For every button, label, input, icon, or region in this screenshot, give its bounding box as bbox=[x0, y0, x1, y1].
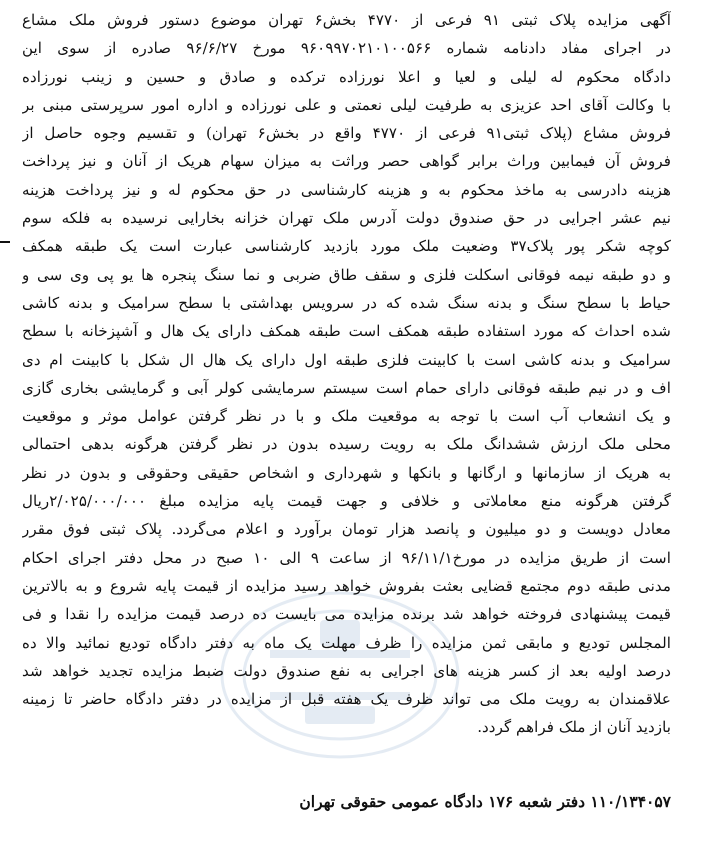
notice-line: قیمت پیشنهادی فروخته خواهد شد برنده مزایده می بایست ده درصد قیمت مزایده را نقدا و فی bbox=[22, 605, 671, 624]
notice-line: هزینه دادرسی به ماخذ محکوم به و هزینه کارشناسی در حق محکوم له و نیز پرداخت هزینه bbox=[22, 180, 671, 199]
court-office-signature: ۱۱۰/۱۳۴۰۵۷ دفتر شعبه ۱۷۶ دادگاه عمومی حقوقی تهران bbox=[299, 792, 671, 811]
margin-mark bbox=[0, 241, 10, 243]
notice-line: محلی ملک ارزش ششدانگ ملک به رویت رسیده بدون در نظر گرفتن هرگونه بدهی احتمالی bbox=[22, 435, 671, 454]
notice-line: و دو طبقه نیمه فوقانی اسکلت فلزی و سقف طاق ضربی و نما سنگ پنجره ها یو پی وی سی و bbox=[22, 265, 671, 284]
notice-line: شده احداث که مورد استفاده طبقه همکف است طبقه همکف دارای یک هال و آشپزخانه با سطح bbox=[22, 322, 671, 341]
notice-line: است از طریق مزایده در مورخ۹۶/۱۱/۱ از ساعت ۹ الی ۱۰ صبح در محل دفتر اجرای احکام bbox=[22, 548, 671, 567]
notice-line: گرفتن هرگونه منع معاملاتی و خلافی و جهت قیمت پایه مزایده مبلغ ۲/۰۲۵/۰۰۰/۰۰۰ریال bbox=[22, 492, 671, 511]
notice-line: نیم عشر اجرایی در حق صندوق دولت آدرس ملک تهران خزانه بخارایی نرسیده به فلکه سوم bbox=[22, 209, 671, 228]
notice-line: علاقمندان به رویت ملک می تواند ظرف یک هفته قبل از مزایده در دفتر دادگاه حاضر تا زمینه bbox=[22, 690, 671, 709]
notice-line: المجلس تودیع و مابقی ثمن مزایده را ظرف مهلت یک ماه به دفتر دادگاه تودیع نمائید والا ده bbox=[22, 633, 671, 652]
notice-line: سرامیک و بدنه کاشی است با کابینت فلزی طبقه اول دارای یک هال ال شکل با کابینت ام دی bbox=[22, 350, 671, 369]
notice-line: معادل دویست و دو میلیون و پانصد هزار تومان برآورد و اعلام می‌گردد. پلاک ثبتی فوق مقرر bbox=[22, 520, 671, 539]
notice-line: فروش آن فیمابین وراث برابر گواهی حصر وراثت به میزان سهام هریک از آنان و نیز پرداخت bbox=[22, 152, 671, 171]
notice-line: کوچه شکر پور پلاک۳۷ وضعیت ملک مورد بازدید کارشناسی عبارت است یک طبقه همکف bbox=[22, 237, 671, 256]
notice-line: اف و در نیم طبقه فوقانی دارای حمام است سیستم سرمایشی کولر آبی و گرمایشی بخاری گازی bbox=[22, 378, 671, 397]
notice-line: و یک انشعاب آب است با توجه به موقعیت ملک و با در نظر گرفتن عوامل موثر و موقعیت bbox=[22, 407, 671, 426]
notice-line: فروش مشاع (پلاک ثبتی۹۱ فرعی از ۴۷۷۰ واقع در بخش۶ تهران) و تقسیم وجوه حاصل از bbox=[22, 124, 671, 143]
notice-line: درصد اولیه بعد از کسر هزینه های اجرایی به نفع صندوق دولت ضبط مزایده تجدید خواهد شد bbox=[22, 661, 671, 680]
notice-line: با وکالت آقای احد عزیزی به طرفیت لیلی نعمتی و علی نورزاده و اداره امور سرپرستی مبنی بر bbox=[22, 95, 671, 114]
notice-line: مدنی طبقه دوم مجتمع قضایی بعثت بفروش خواهد رسید مزایده از قیمت پایه شروع و به بالاترین bbox=[22, 576, 671, 595]
notice-line: دادگاه محکوم له لیلی و لعیا و اعلا نورزاده ترکده و صادق و حسین و زینب نورزاده bbox=[22, 67, 671, 86]
notice-line: حیاط با سطح سنگ و بدنه سنگ شده که در سرویس بهداشتی با سطح سرامیک و بدنه کاشی bbox=[22, 293, 671, 312]
auction-notice-body bbox=[22, 6, 671, 742]
notice-line: آگهی مزایده پلاک ثبتی ۹۱ فرعی از ۴۷۷۰ بخش۶ تهران موضوع دستور فروش ملک مشاع bbox=[22, 11, 671, 29]
notice-line: در اجرای مفاد دادنامه شماره ۹۶۰۹۹۷۰۲۱۰۱۰۰۵۶۶ مورخ ۹۶/۶/۲۷ صادره از سوی این bbox=[22, 39, 671, 58]
notice-line: به هریک از سازمانها و ارگانها و بانکها و شهرداری و اشخاص حقیقی وحقوقی و بدون در نظر bbox=[22, 463, 671, 482]
notice-line: بازدید آنان از ملک فراهم گردد. bbox=[477, 718, 671, 737]
